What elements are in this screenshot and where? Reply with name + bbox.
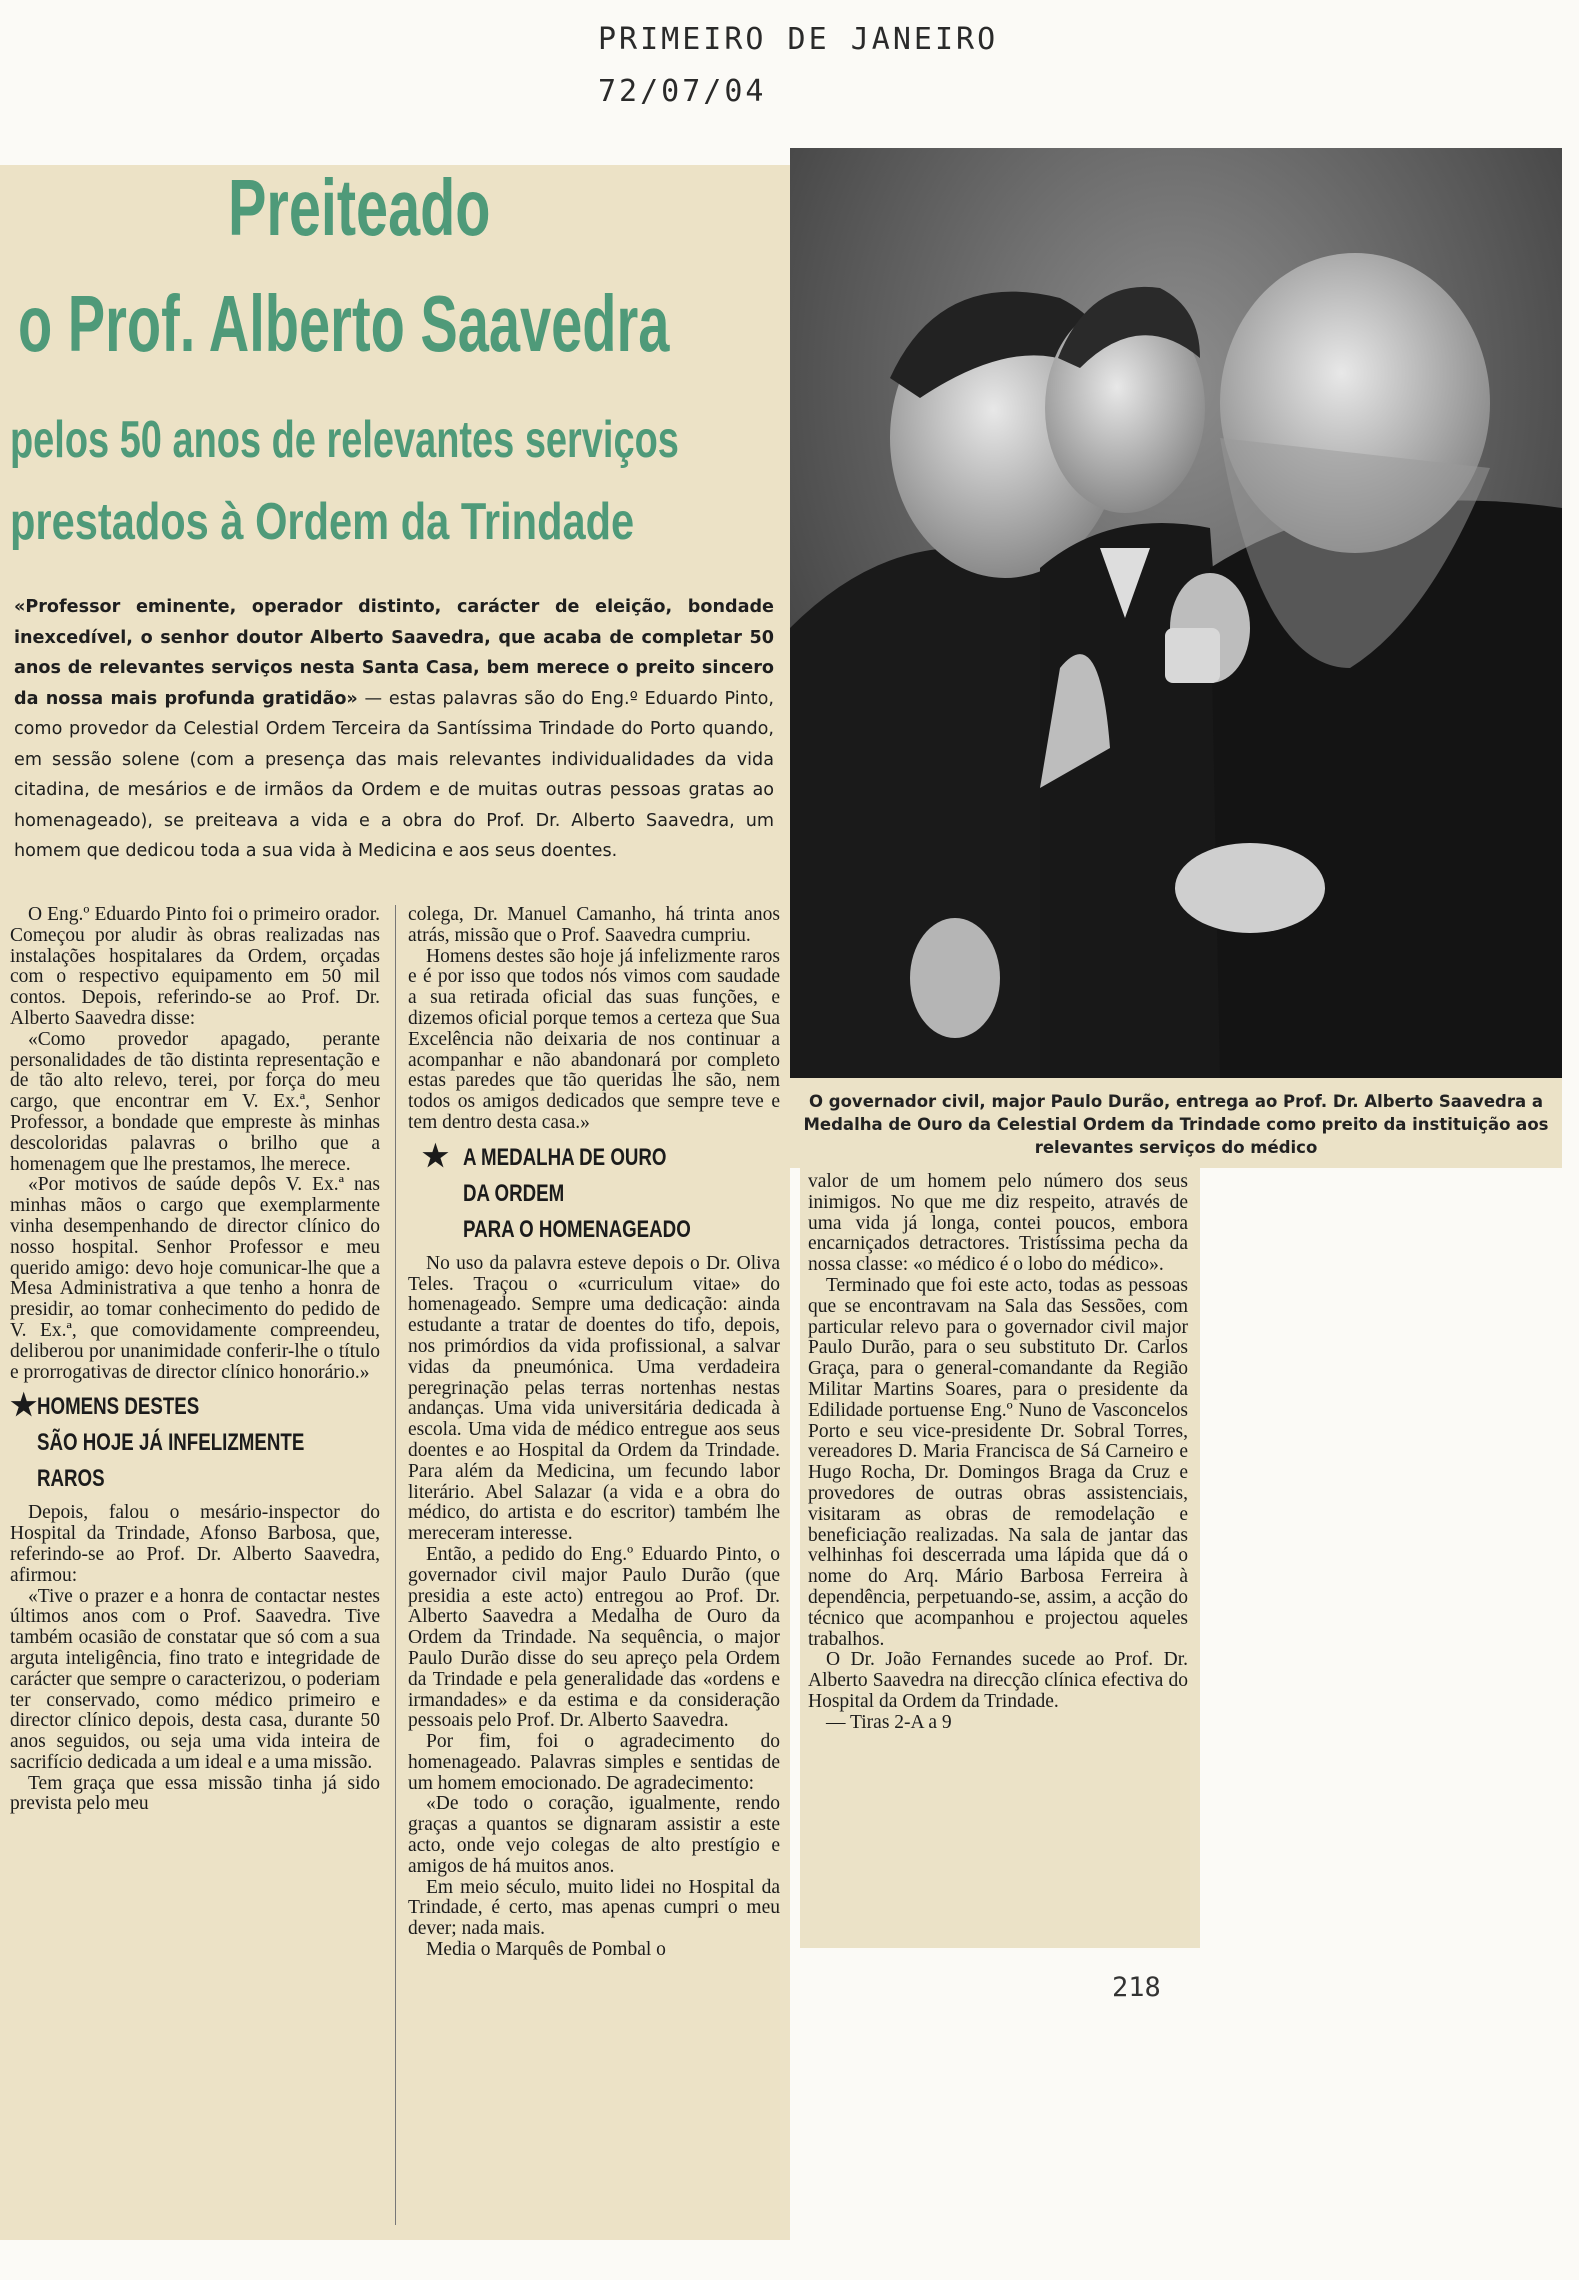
lead-quote: «Professor eminente, operador distinto, carácter de eleição, bondade inexcedível, o senhor doutor Alberto Saavedra, que acaba de completar 50 anos de relevantes serviços nesta Santa Casa, bem merece o preito sincero da nossa mais profunda gratidão»	[14, 597, 774, 709]
lead-rest: — estas palavras são do Eng.º Eduardo Pinto, como provedor da Celestial Ordem Terceira da Santíssima Trindade do Porto quando, em sessão solene (com a presença das mais relevantes individualidades da vida citadina, de mesários e de irmãos da Ordem e de muitas outras pessoas gratas ao homenageado), se preiteava a vida e a obra do Prof. Dr. Alberto Saavedra, um homem que dedicou toda a sua vida à Medicina e aos seus doentes.	[14, 688, 774, 861]
col2-paragraph: Por fim, foi o agradecimento do homenageado. Palavras simples e sentidas de um homem emocionado. De agradecimento:	[408, 1731, 780, 1794]
col2-paragraph: «De todo o coração, igualmente, rendo graças a quantos se dignaram assistir a este acto, onde vejo colegas de alto prestígio e amigos de há muitos anos.	[408, 1793, 780, 1877]
col2-paragraph: Media o Marquês de Pombal o	[426, 1939, 666, 1961]
column-2	[408, 905, 780, 1961]
col1-subtitle-line: HOMENS DESTES	[37, 1393, 200, 1421]
col1-paragraph: «Por motivos de saúde depôs V. Ex.ª nas minhas mãos o cargo que exemplarmente vinha desempenhando de director clínico do nosso hospital. Senhor Professor e meu querido amigo: devo hoje comunicar-lhe que a Mesa Administrativa a que tenho a honra de presidir, ao tomar conhecimento do pedido de V. Ex.ª, que comovidamente compreendeu, deliberou por unanimidade conferir-lhe o título e prorrogativas de director clínico honorário.»	[10, 1174, 380, 1383]
col2-paragraph: No uso da palavra esteve depois o Dr. Oliva Teles. Traçou o «curriculum vitae» do homenageado. Sempre uma dedicação: ainda estudante a tratar de doentes do tifo, depois, nos primórdios da vida profissional, a salvar vidas da pneumónica. Uma verdadeira peregrinação pelas terras nortenhas nestas andanças. Uma vida universitária dedicada à escola. Uma vida de médico entregue aos seus doentes e ao Hospital da Ordem da Trindade. Para além da Medicina, um fecundo labor literário. Abel Salazar (a vida e a obra do médico, do artista e do escritor) também lhe mereceram interesse.	[408, 1252, 780, 1545]
col1-paragraph: O Eng.º Eduardo Pinto foi o primeiro orador. Começou por aludir às obras realizadas nas instalações hospitalares da Ordem, orçadas com o respectivo equipamento em 50 mil contos. Depois, referindo-se ao Prof. Dr. Alberto Saavedra disse:	[10, 904, 380, 1029]
page-number: 218	[1112, 1972, 1161, 2003]
star-icon: ★	[10, 1389, 38, 1423]
lead-paragraph	[14, 592, 774, 867]
clipping-date: 72/07/04	[598, 74, 767, 109]
col2-paragraph: Em meio século, muito lidei no Hospital da Trindade, é certo, mas apenas cumpri o meu dever; nada mais.	[408, 1876, 780, 1940]
col1-paragraph: «Como provedor apagado, perante personalidades de tão distinta representação e de tão alto relevo, terei, por força do meu cargo, que encontrar em V. Ex.ª, Senhor Professor, a bondade que empreste às minhas descoloridas palavras o brilho que a homenagem que lhe prestamos, lhe merece.	[10, 1028, 380, 1175]
newspaper-name: PRIMEIRO DE JANEIRO	[598, 22, 999, 57]
star-icon: ★	[422, 1139, 449, 1173]
col1-subtitle-line: SÃO HOJE JÁ INFELIZMENTE	[37, 1429, 305, 1457]
headline-line-2: o Prof. Alberto Saavedra	[18, 279, 670, 368]
col1-paragraph: «Tive o prazer e a honra de contactar nestes últimos anos com o Prof. Saavedra. Tive também ocasião de constatar que só com a sua arguta inteligência, fino trato e integridade de carácter que sempre o caracterizou, o poderiam ter conservado, como médico primeiro e director clínico depois, desta casa, durante 50 anos seguidos, ou seja uma vida inteira de sacrifício dedicada a um ideal e a uma missão.	[10, 1585, 380, 1773]
column-1	[10, 905, 380, 1815]
col1-paragraph: Tem graça que essa missão tinha já sido prevista pelo meu	[10, 1772, 380, 1815]
col2-paragraph: Homens destes são hoje já infelizmente raros e é por isso que todos nós vimos com saudade a sua retirada oficial das suas funções, e dizemos oficial porque temos a certeza que Sua Excelência não deixaria de nos continuar a acompanhar e não abandonará por completo estas paredes que tão queridas lhe são, nem todos os amigos dedicados que sempre teve e tem dentro desta casa.»	[408, 945, 780, 1133]
photo-caption: O governador civil, major Paulo Durão, entrega ao Prof. Dr. Alberto Saavedra a Medalha de Ouro da Celestial Ordem da Trindade como preito da instituição aos relevantes serviços do médico	[803, 1092, 1549, 1157]
col1-subtitle-line: RAROS	[37, 1465, 105, 1493]
subhead-line-1: pelos 50 anos de relevantes serviços	[10, 411, 679, 469]
col2-subtitle-line: PARA O HOMENAGEADO	[463, 1215, 691, 1243]
column-3	[808, 1172, 1188, 1734]
col2-paragraph: Então, a pedido do Eng.º Eduardo Pinto, o governador civil major Paulo Durão (que presidia a este acto) entregou ao Prof. Dr. Alberto Saavedra a Medalha de Ouro da Ordem da Trindade. Na sequência, o major Paulo Durão disse do seu apreço pela Ordem da Trindade e pela generalidade das «ordens e irmandades» e da estima e da consideração pessoais pelo Prof. Dr. Alberto Saavedra.	[408, 1543, 780, 1732]
headline-line-1: Preiteado	[228, 163, 491, 252]
col3-paragraph: valor de um homem pelo número dos seus inimigos. No que me diz respeito, através de uma vida já longa, contei poucos, embora encarniçados detractores. Tristíssima pecha da nossa classe: «o médico é o lobo do médico».	[808, 1171, 1188, 1276]
col2-subtitle-line: DA ORDEM	[463, 1179, 565, 1207]
col2-subtitle	[408, 1140, 780, 1248]
column-divider	[395, 905, 396, 2225]
ceremony-photo-image	[790, 148, 1562, 1078]
col3-paragraph: Terminado que foi este acto, todas as pessoas que se encontravam na Sala das Sessões, com particular relevo para o governador civil major Paulo Durão, para o seu substituto Dr. Carlos Graça, para o general-comandante da Região Militar Martins Soares, para o presidente da Edilidade portuense Eng.º Nuno de Vasconcelos Porto e seu vice-presidente Dr. Sobral Torres, vereadores D. Maria Francisca de Sá Carneiro e Hugo Rocha, Dr. Domingos Braga da Cruz e provedores de outras obras assistenciais, visitaram as obras de remodelação e beneficiação realizadas. Na sala de jantar das velhinhas foi descerrada uma lápida que dá o nome do Arq. Mário Barbosa Ferreira à dependência, perpetuando-se, assim, a acção do técnico que acompanhou e projectou aqueles trabalhos.	[808, 1274, 1188, 1650]
col3-paragraph: O Dr. João Fernandes sucede ao Prof. Dr. Alberto Saavedra na direcção clínica efectiva do Hospital da Ordem da Trindade.	[808, 1649, 1188, 1712]
ceremony-photo	[790, 148, 1562, 1078]
col3-tiras: — Tiras 2-A a 9	[826, 1711, 952, 1733]
col2-paragraph: colega, Dr. Manuel Camanho, há trinta anos atrás, missão que o Prof. Saavedra cumpriu.	[408, 904, 780, 946]
subhead-line-2: prestados à Ordem da Trindade	[10, 493, 635, 551]
col1-subtitle	[10, 1389, 380, 1497]
col2-subtitle-line: A MEDALHA DE OURO	[463, 1143, 667, 1171]
col1-paragraph: Depois, falou o mesário-inspector do Hospital da Trindade, Afonso Barbosa, que, referindo-se ao Prof. Dr. Alberto Saavedra, afirmou:	[10, 1502, 380, 1586]
